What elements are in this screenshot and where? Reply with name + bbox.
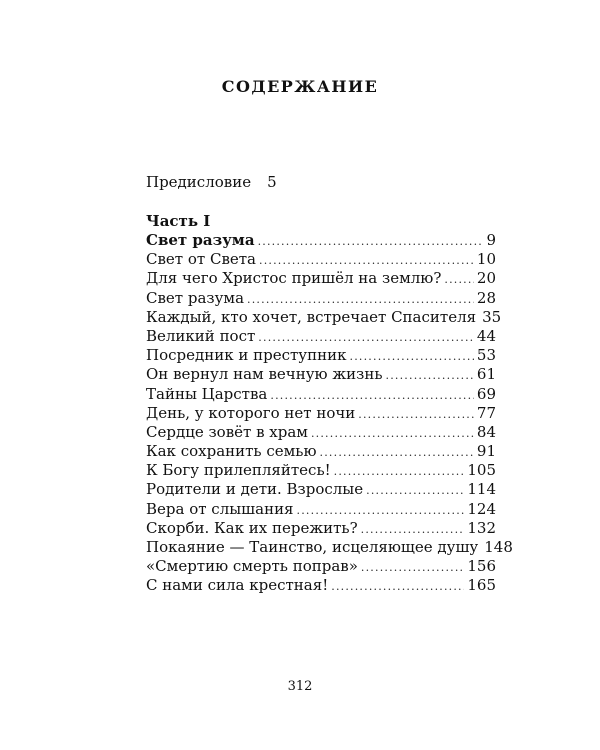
dot-leader <box>258 232 484 251</box>
page-title: СОДЕРЖАНИЕ <box>221 77 379 96</box>
toc-entry <box>146 385 496 404</box>
part-title: Часть I <box>146 212 211 230</box>
toc-entry-title: Тайны Царства <box>146 384 268 403</box>
toc-entry-title: Покаяние — Таинство, исцеляющее душу <box>146 538 479 556</box>
toc-entry-page: 114 <box>467 480 496 499</box>
toc-entry <box>146 442 496 461</box>
dot-leader <box>270 386 474 405</box>
toc-entry-page: 20 <box>476 269 496 288</box>
dot-leader <box>320 443 474 462</box>
toc-entry-title: Для чего Христос пришёл на землю? <box>146 269 442 288</box>
toc-entry <box>146 557 496 576</box>
toc-entry-page: 105 <box>467 461 496 480</box>
toc-entry-title: Родители и дети. Взрослые <box>146 480 364 499</box>
toc-entry-page: 84 <box>476 422 496 441</box>
toc-entry-title: Сердце зовёт в храм <box>146 422 308 441</box>
dot-leader <box>297 501 465 520</box>
dot-leader <box>258 328 474 347</box>
toc-entry-title: Каждый, кто хочет, встречает Спасителя <box>146 307 477 326</box>
toc-entry <box>146 576 496 595</box>
toc-entry-page: 91 <box>476 442 496 461</box>
toc-entry-title: Посредник и преступник <box>146 346 347 365</box>
toc-entry <box>146 480 496 499</box>
toc-entry <box>146 423 496 442</box>
preface-entry <box>146 173 277 191</box>
toc-list <box>146 231 513 596</box>
dot-leader <box>386 366 474 385</box>
toc-entry-title: Вера от слышания <box>146 499 294 518</box>
toc-entry-title: День, у которого нет ночи <box>146 403 356 422</box>
dot-leader <box>444 270 474 289</box>
toc-entry <box>146 231 496 250</box>
toc-entry-title: Он вернул нам вечную жизнь <box>146 365 383 384</box>
toc-entry-title: Свет разума <box>146 231 255 249</box>
toc-entry-page: 69 <box>476 384 496 403</box>
dot-leader <box>361 520 465 539</box>
toc-entry-page: 53 <box>476 346 496 365</box>
preface-page: 5 <box>267 173 277 191</box>
toc-entry <box>146 519 496 538</box>
toc-entry <box>146 365 496 384</box>
toc-entry <box>146 327 496 346</box>
toc-entry-title: Свет разума <box>146 288 245 307</box>
toc-entry-title: К Богу прилепляйтесь! <box>146 461 331 480</box>
toc-entry-page: 10 <box>476 250 496 269</box>
toc-entry-page: 9 <box>486 231 496 249</box>
toc-entry-page: 124 <box>467 499 496 518</box>
dot-leader <box>350 347 474 366</box>
dot-leader <box>311 424 474 443</box>
toc-entry <box>146 250 496 269</box>
toc-entry-page: 132 <box>467 518 496 537</box>
toc-entry-page: 44 <box>476 326 496 345</box>
toc-entry-title: Свет от Света <box>146 250 257 269</box>
dot-leader <box>247 290 474 309</box>
dot-leader <box>361 558 464 577</box>
toc-entry-page: 77 <box>476 403 496 422</box>
toc-entry <box>146 538 513 557</box>
page-number: 312 <box>287 679 313 694</box>
toc-entry-page: 28 <box>476 288 496 307</box>
dot-leader <box>334 462 465 481</box>
dot-leader <box>331 577 464 596</box>
toc-entry <box>146 289 496 308</box>
toc-entry-page: 148 <box>484 538 513 556</box>
toc-entry <box>146 346 496 365</box>
preface-title: Предисловие <box>146 173 252 191</box>
toc-entry-title: «Смертию смерть поправ» <box>146 557 358 576</box>
toc-entry <box>146 269 496 288</box>
dot-leader <box>366 481 464 500</box>
toc-entry <box>146 404 496 423</box>
toc-entry-page: 35 <box>482 307 502 326</box>
toc-entry-title: Скорби. Как их пережить? <box>146 518 358 537</box>
toc-entry-title: Великий пост <box>146 326 256 345</box>
dot-leader <box>358 405 474 424</box>
dot-leader <box>259 251 474 270</box>
toc-entry <box>146 461 496 480</box>
toc-entry-page: 156 <box>467 557 496 576</box>
toc-entry-page: 61 <box>476 365 496 384</box>
toc-entry-page: 165 <box>467 576 496 595</box>
toc-entry-title: Как сохранить семью <box>146 442 317 461</box>
toc-entry-title: С нами сила крестная! <box>146 576 329 595</box>
toc-entry <box>146 500 496 519</box>
toc-entry <box>146 307 502 327</box>
